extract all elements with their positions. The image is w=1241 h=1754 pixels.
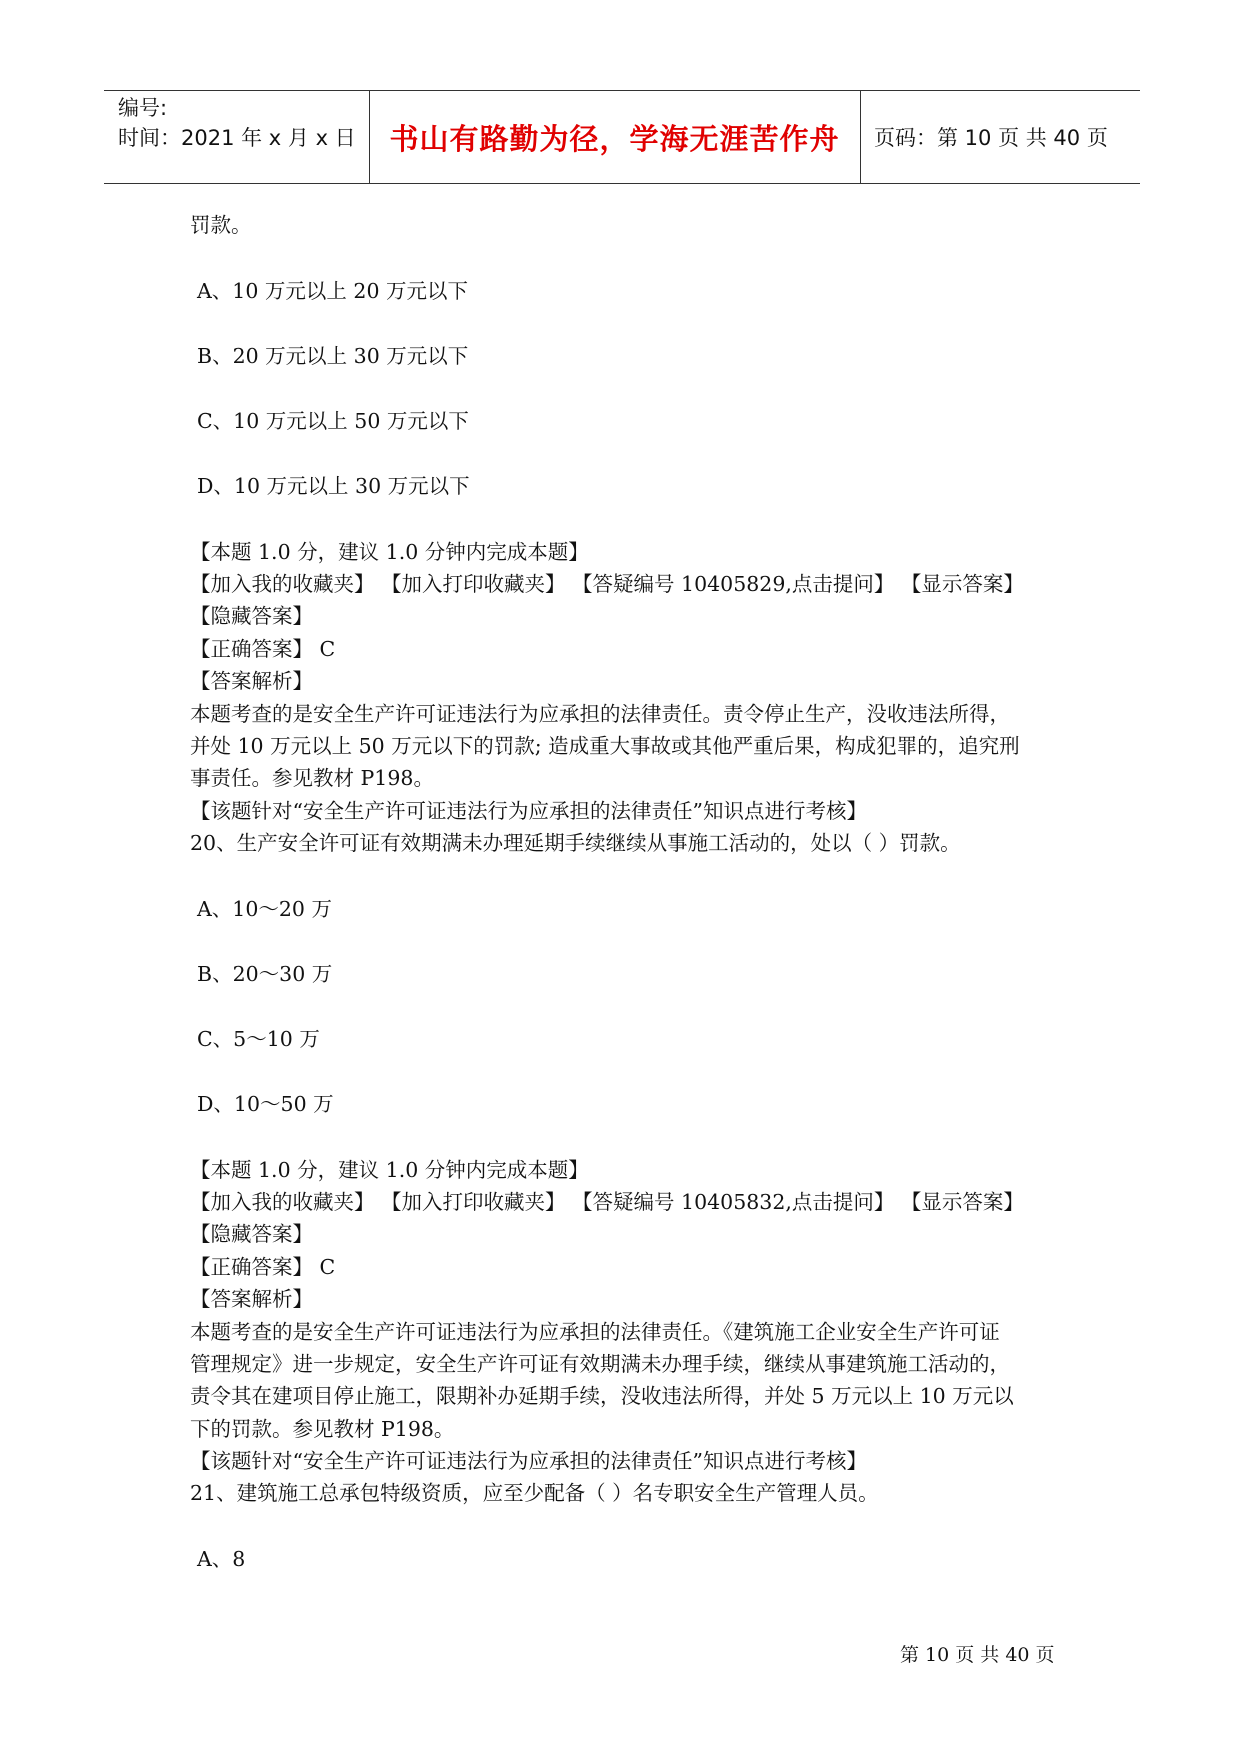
doc-time-label: 时间：2021 年 x 月 x 日 xyxy=(118,126,356,150)
q19-option-a: A、10 万元以上 20 万元以下 xyxy=(197,279,469,303)
q20-correct-answer: 【正确答案】 C xyxy=(190,1255,336,1279)
q20-analysis-line: 责令其在建项目停止施工，限期补办延期手续，没收违法所得，并处 5 万元以上 10 万元以 xyxy=(190,1384,1014,1408)
q20-analysis-line: 下的罚款。参见教材 P198。 xyxy=(190,1417,455,1441)
header-motto: 书山有路勤为径，学海无涯苦作舟 xyxy=(389,121,840,156)
q19-option-c: C、10 万元以上 50 万元以下 xyxy=(197,409,469,433)
q20-option-d: D、10～50 万 xyxy=(197,1092,334,1116)
q19-option-b: B、20 万元以上 30 万元以下 xyxy=(197,344,469,368)
q19-analysis-label: 【答案解析】 xyxy=(190,669,313,693)
q20-option-b: B、20～30 万 xyxy=(197,962,333,986)
q20-knowledge-point: 【该题针对“安全生产许可证违法行为应承担的法律责任”知识点进行考核】 xyxy=(190,1449,867,1473)
page-footer: 第 10 页 共 40 页 xyxy=(900,1644,1055,1666)
q20-analysis-line: 本题考查的是安全生产许可证违法行为应承担的法律责任。《建筑施工企业安全生产许可证 xyxy=(190,1320,1000,1344)
q20-option-a: A、10～20 万 xyxy=(197,897,332,921)
page-header xyxy=(104,90,1140,184)
q21-stem: 21、建筑施工总承包特级资质，应至少配备（ ）名专职安全生产管理人员。 xyxy=(190,1481,879,1505)
q20-option-c: C、5～10 万 xyxy=(197,1027,320,1051)
q20-analysis-label: 【答案解析】 xyxy=(190,1287,313,1311)
header-divider xyxy=(860,91,861,183)
q20-actions[interactable]: 【加入我的收藏夹】 【加入打印收藏夹】 【答疑编号 10405832,点击提问】 【显示答案】 xyxy=(190,1190,1024,1214)
q21-option-a: A、8 xyxy=(197,1547,246,1571)
q20-analysis-line: 管理规定》进一步规定，安全生产许可证有效期满未办理手续，继续从事建筑施工活动的， xyxy=(190,1352,1010,1376)
q20-score: 【本题 1.0 分，建议 1.0 分钟内完成本题】 xyxy=(190,1158,589,1182)
q19-hide-answer[interactable]: 【隐藏答案】 xyxy=(190,604,313,628)
q19-actions[interactable]: 【加入我的收藏夹】 【加入打印收藏夹】 【答疑编号 10405829,点击提问】 【显示答案】 xyxy=(190,572,1024,596)
q19-analysis-line: 本题考查的是安全生产许可证违法行为应承担的法律责任。责令停止生产，没收违法所得， xyxy=(190,702,1010,726)
q19-option-d: D、10 万元以上 30 万元以下 xyxy=(197,474,470,498)
header-page-number: 页码：第 10 页 共 40 页 xyxy=(874,126,1108,150)
doc-number-label: 编号: xyxy=(118,96,168,120)
q19-score: 【本题 1.0 分，建议 1.0 分钟内完成本题】 xyxy=(190,540,589,564)
q19-analysis-line: 并处 10 万元以上 50 万元以下的罚款; 造成重大事故或其他严重后果，构成犯罪的，追究刑 xyxy=(190,734,1020,758)
q19-correct-answer: 【正确答案】 C xyxy=(190,637,336,661)
q20-stem: 20、生产安全许可证有效期满未办理延期手续继续从事施工活动的，处以（ ）罚款。 xyxy=(190,831,961,855)
q20-hide-answer[interactable]: 【隐藏答案】 xyxy=(190,1222,313,1246)
header-info xyxy=(118,93,356,153)
q19-tail: 罚款。 xyxy=(190,213,252,237)
q19-analysis-line: 事责任。参见教材 P198。 xyxy=(190,766,434,790)
q19-knowledge-point: 【该题针对“安全生产许可证违法行为应承担的法律责任”知识点进行考核】 xyxy=(190,799,867,823)
